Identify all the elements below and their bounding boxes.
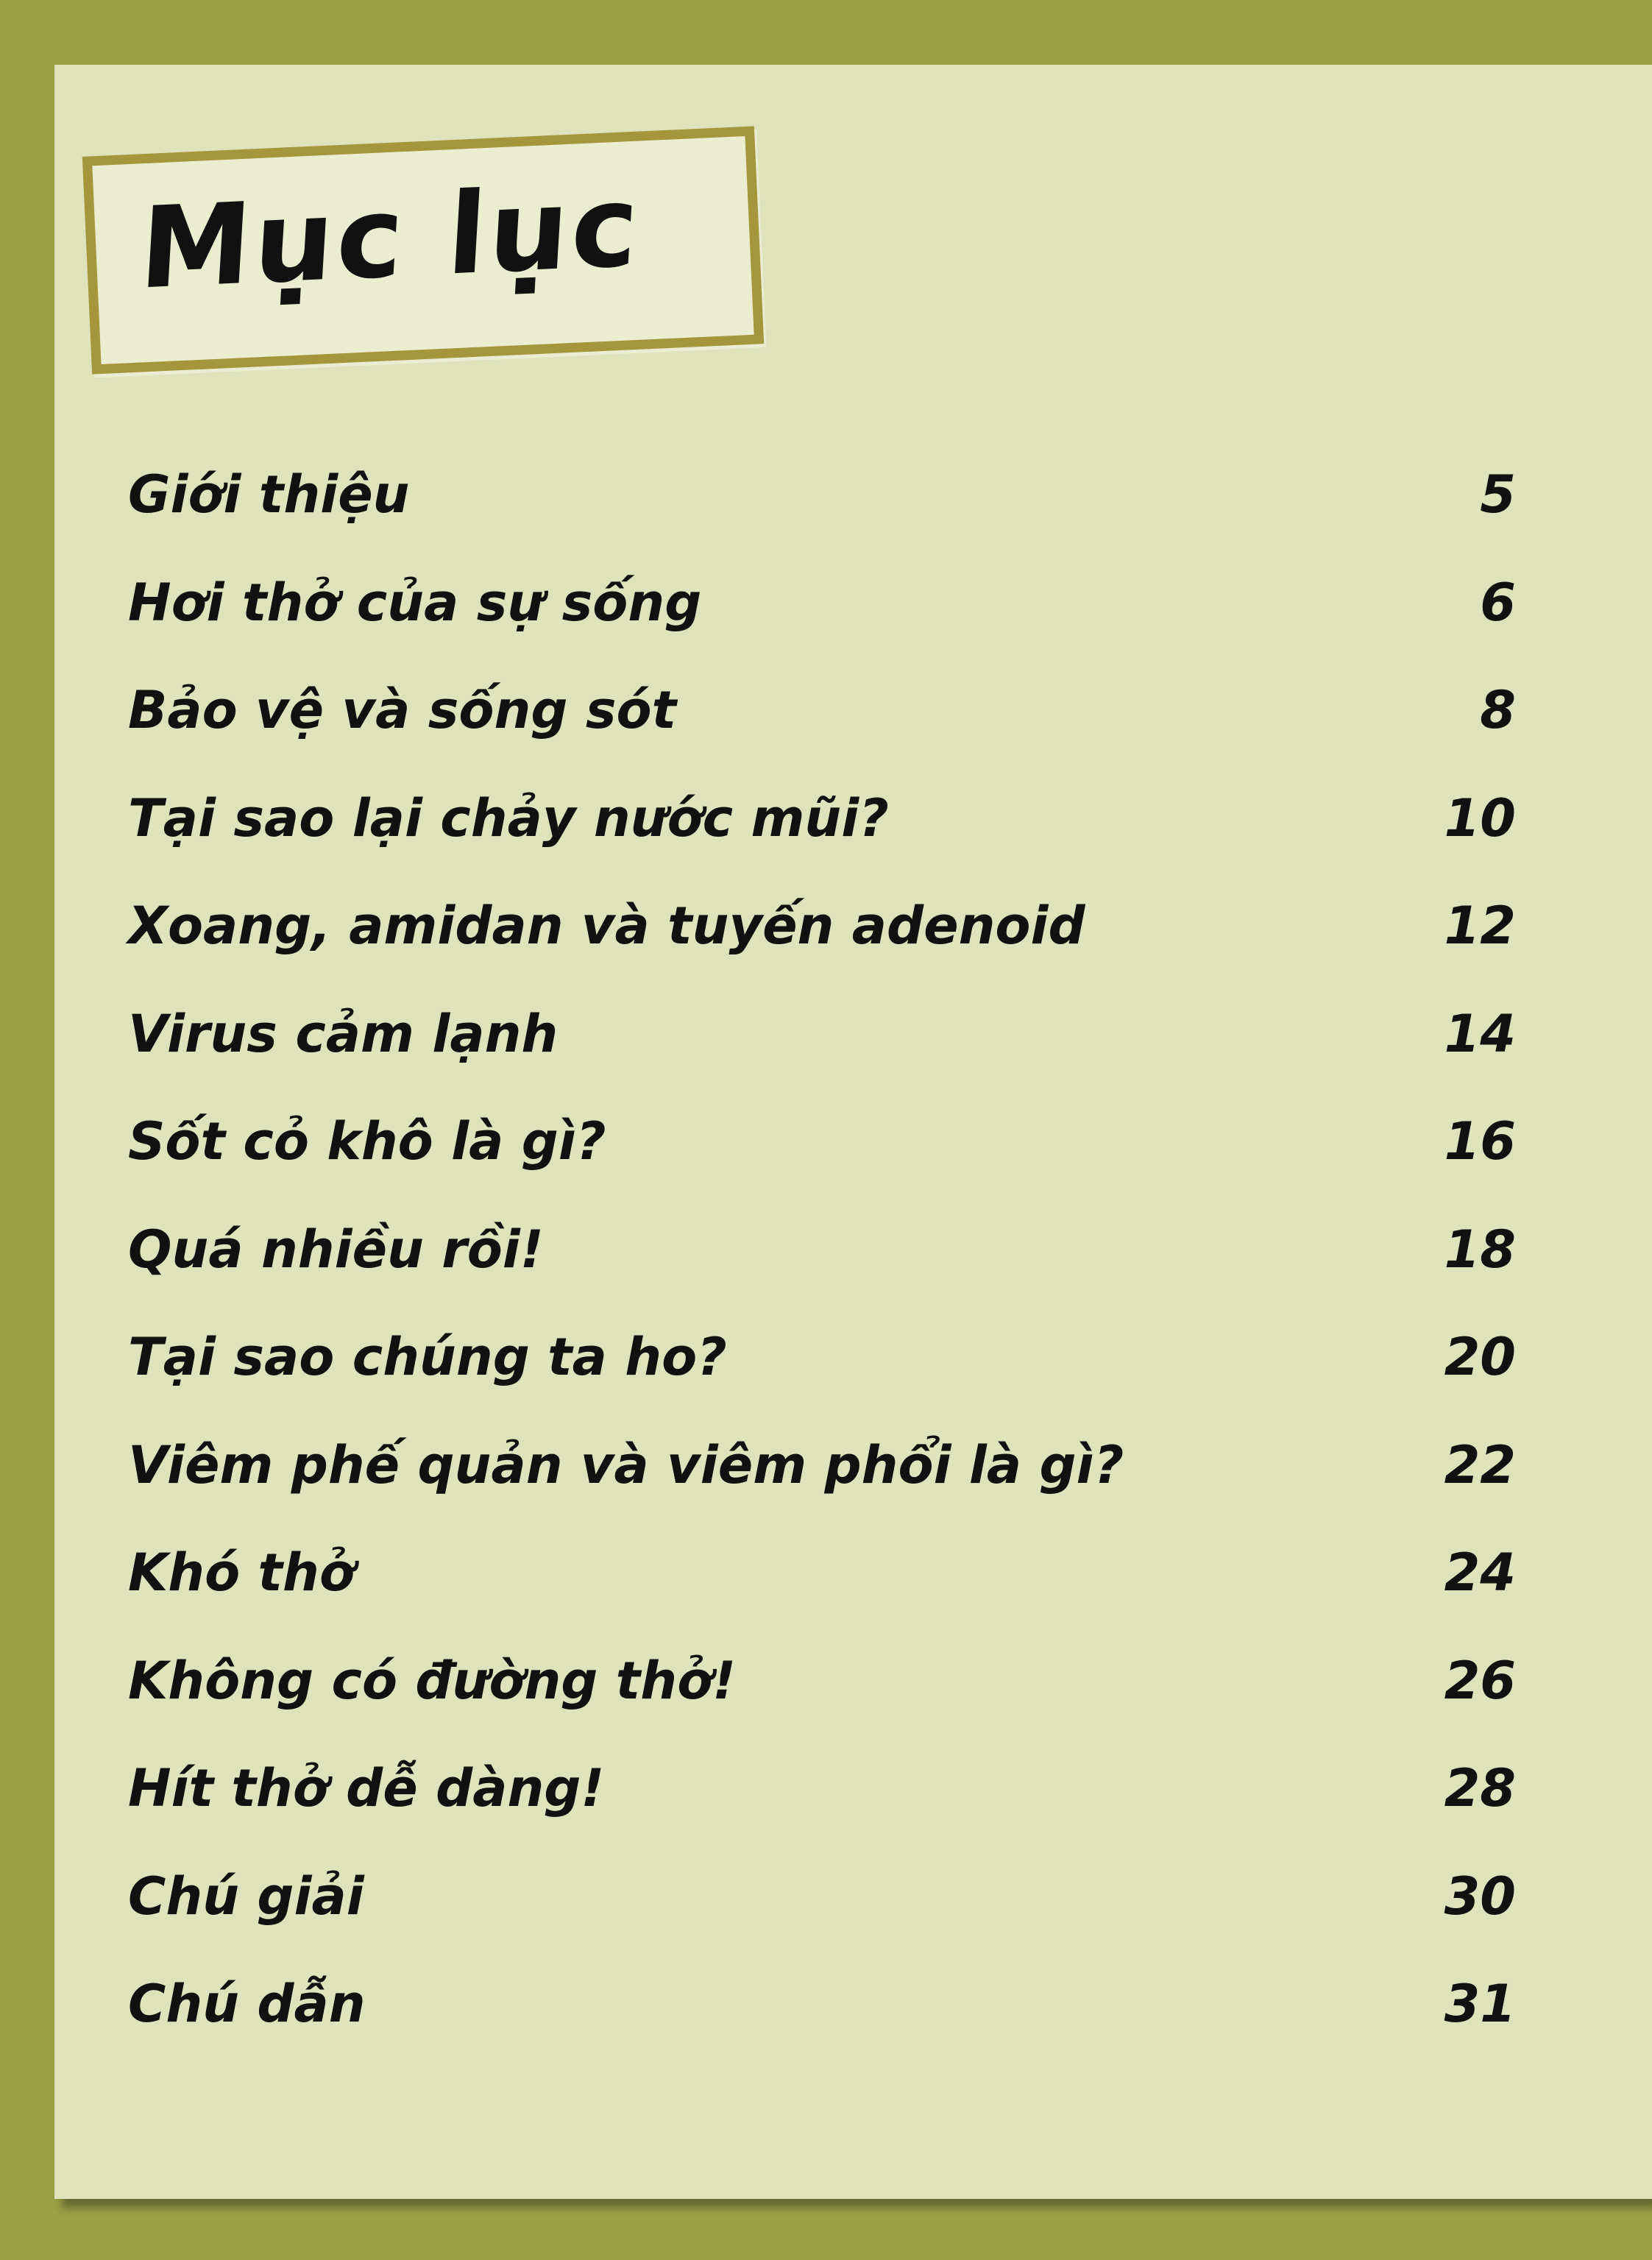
toc-entry-page-number: 26 (1444, 1650, 1516, 1711)
toc-entry-label: Sốt cỏ khô là gì? (128, 1111, 606, 1172)
toc-entry[interactable] (128, 872, 1526, 980)
toc-entry[interactable] (128, 1519, 1526, 1627)
toc-entry[interactable] (128, 1196, 1526, 1304)
toc-entry[interactable] (128, 980, 1526, 1088)
toc-entry-label: Bảo vệ và sống sót (128, 680, 677, 741)
toc-entry-page-number: 5 (1480, 464, 1516, 525)
toc-entry-label: Quá nhiều rồi! (128, 1219, 544, 1280)
toc-entry-label: Không có đường thở! (128, 1650, 737, 1711)
toc-entry-label: Tại sao chúng ta ho? (128, 1327, 727, 1388)
toc-entry-label: Chú giải (128, 1866, 364, 1927)
toc-entry-label: Xoang, amidan và tuyến adenoid (128, 896, 1085, 957)
toc-entry-page-number: 14 (1444, 1003, 1516, 1064)
toc-entry-label: Hít thở dễ dàng! (128, 1758, 605, 1819)
toc-entry-label: Hơi thở của sự sống (128, 572, 702, 633)
toc-entry-label: Viêm phế quản và viêm phổi là gì? (128, 1434, 1124, 1495)
table-of-contents (128, 441, 1526, 2058)
toc-entry-page-number: 10 (1444, 787, 1516, 849)
toc-entry-label: Khó thở (128, 1542, 355, 1604)
toc-entry-page-number: 16 (1444, 1111, 1516, 1172)
toc-entry[interactable] (128, 1843, 1526, 1951)
toc-entry[interactable] (128, 1303, 1526, 1411)
toc-entry-page-number: 12 (1444, 896, 1516, 957)
toc-entry[interactable] (128, 1411, 1526, 1520)
toc-entry-page-number: 31 (1444, 1974, 1516, 2035)
toc-entry-page-number: 20 (1444, 1327, 1516, 1388)
toc-entry[interactable] (128, 549, 1526, 657)
toc-entry-page-number: 6 (1480, 572, 1516, 633)
toc-entry[interactable] (128, 1950, 1526, 2058)
toc-entry[interactable] (128, 1627, 1526, 1735)
title-banner (82, 126, 764, 374)
toc-entry[interactable] (128, 765, 1526, 873)
toc-entry[interactable] (128, 1088, 1526, 1196)
toc-entry-page-number: 24 (1444, 1542, 1516, 1604)
toc-entry[interactable] (128, 656, 1526, 765)
page-title: Mục lục (136, 160, 645, 314)
toc-entry-label: Giới thiệu (128, 464, 410, 525)
toc-entry[interactable] (128, 441, 1526, 549)
toc-entry-page-number: 30 (1444, 1866, 1516, 1927)
toc-entry-page-number: 22 (1444, 1434, 1516, 1495)
toc-entry-label: Chú dẫn (128, 1974, 366, 2035)
toc-entry-label: Virus cảm lạnh (128, 1003, 559, 1064)
toc-entry-label: Tại sao lại chảy nước mũi? (128, 787, 889, 849)
toc-entry-page-number: 28 (1444, 1758, 1516, 1819)
toc-entry[interactable] (128, 1735, 1526, 1843)
toc-entry-page-number: 18 (1444, 1219, 1516, 1280)
toc-entry-page-number: 8 (1480, 680, 1516, 741)
